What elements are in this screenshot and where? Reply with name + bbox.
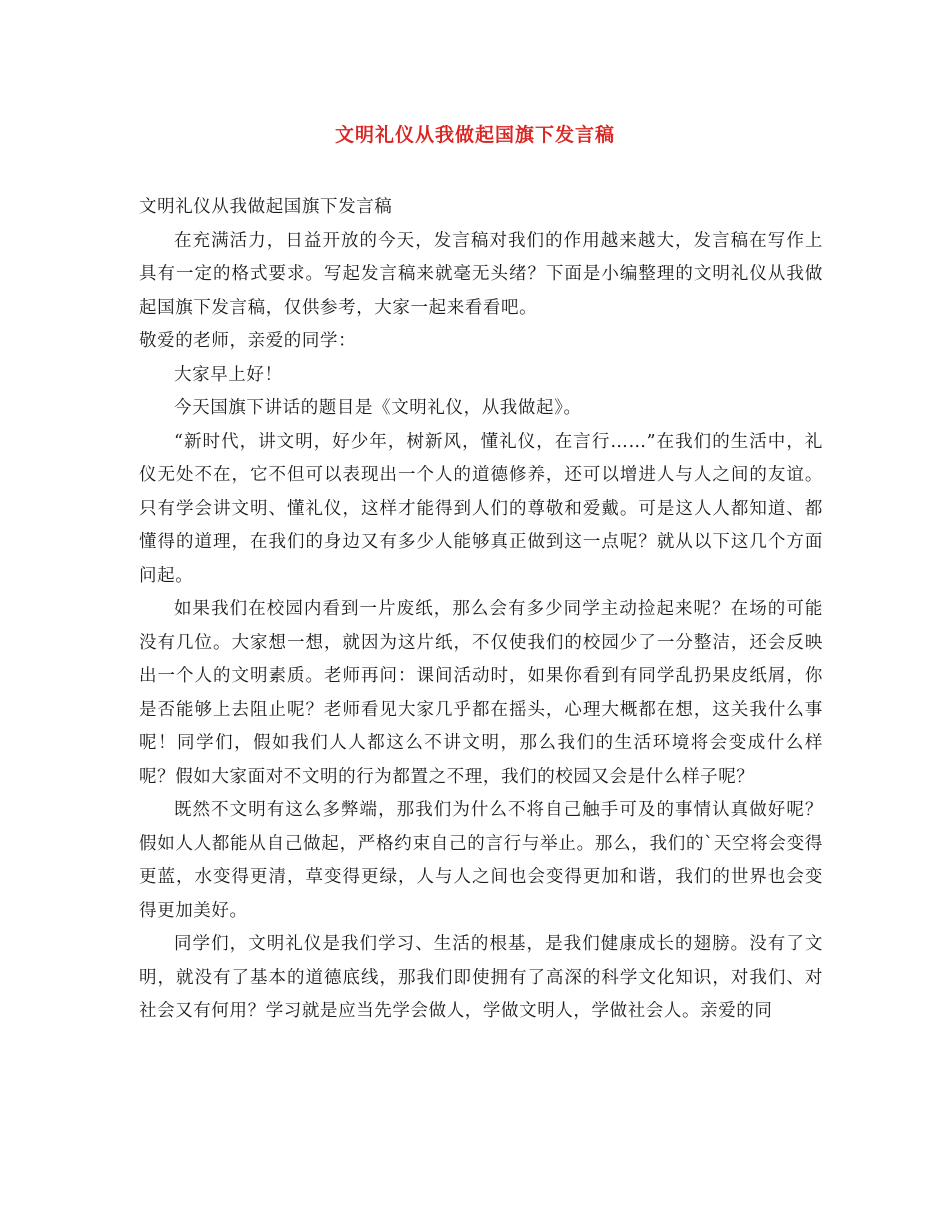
body-paragraph: “新时代，讲文明，好少年，树新风，懂礼仪，在言行……”在我们的生活中，礼仪无处不在，它不但可以表现出一个人的道德修养，还可以增进人与人之间的友谊。只有学会讲文明、懂礼仪，这样才能得到人们的尊敬和爱戴。可是这人人都知道、都懂得的道理，在我们的身边又有多少人能够真正做到这一点呢？就从以下这几个方面问起。 (139, 431, 823, 586)
body-paragraph: 如果我们在校园内看到一片废纸，那么会有多少同学主动捡起来呢？在场的可能没有几位。大家想一想，就因为这片纸，不仅使我们的校园少了一分整洁，还会反映出一个人的文明素质。老师再问：课间活动时，如果你看到有同学乱扔果皮纸屑，你是否能够上去阻止呢？老师看见大家几乎都在摇头，心理大概都在想，这关我什么事呢！同学们，假如我们人人都这么不讲文明，那么我们的生活环境将会变成什么样呢？假如大家面对不文明的行为都置之不理，我们的校园又会是什么样子呢？ (139, 599, 823, 787)
document-body (139, 191, 823, 1029)
speech-topic: 今天国旗下讲话的题目是《文明礼仪，从我做起》。 (174, 398, 582, 418)
document-title: 文明礼仪从我做起国旗下发言稿 (334, 124, 615, 146)
document-subtitle: 文明礼仪从我做起国旗下发言稿 (139, 197, 393, 217)
intro-paragraph: 在充满活力，日益开放的今天，发言稿对我们的作用越来越大，发言稿在写作上具有一定的格式要求。写起发言稿来就毫无头绪？下面是小编整理的文明礼仪从我做起国旗下发言稿，仅供参考，大家一起来看看吧。 (139, 230, 823, 318)
greeting: 大家早上好！ (174, 364, 283, 385)
body-paragraph: 既然不文明有这么多弊端，那我们为什么不将自己触手可及的事情认真做好呢？假如人人都能从自己做起，严格约束自己的言行与举止。那么，我们的`天空将会变得更蓝，水变得更清，草变得更绿，人与人之间也会变得更加和谐，我们的世界也会变得更加美好。 (139, 800, 823, 921)
salutation: 敬爱的老师，亲爱的同学： (139, 331, 357, 351)
body-paragraph: 同学们，文明礼仪是我们学习、生活的根基，是我们健康成长的翅膀。没有了文明，就没有了基本的道德底线，那我们即使拥有了高深的科学文化知识，对我们、对社会又有何用？学习就是应当先学会做人，学做文明人，学做社会人。亲爱的同 (139, 934, 823, 1021)
